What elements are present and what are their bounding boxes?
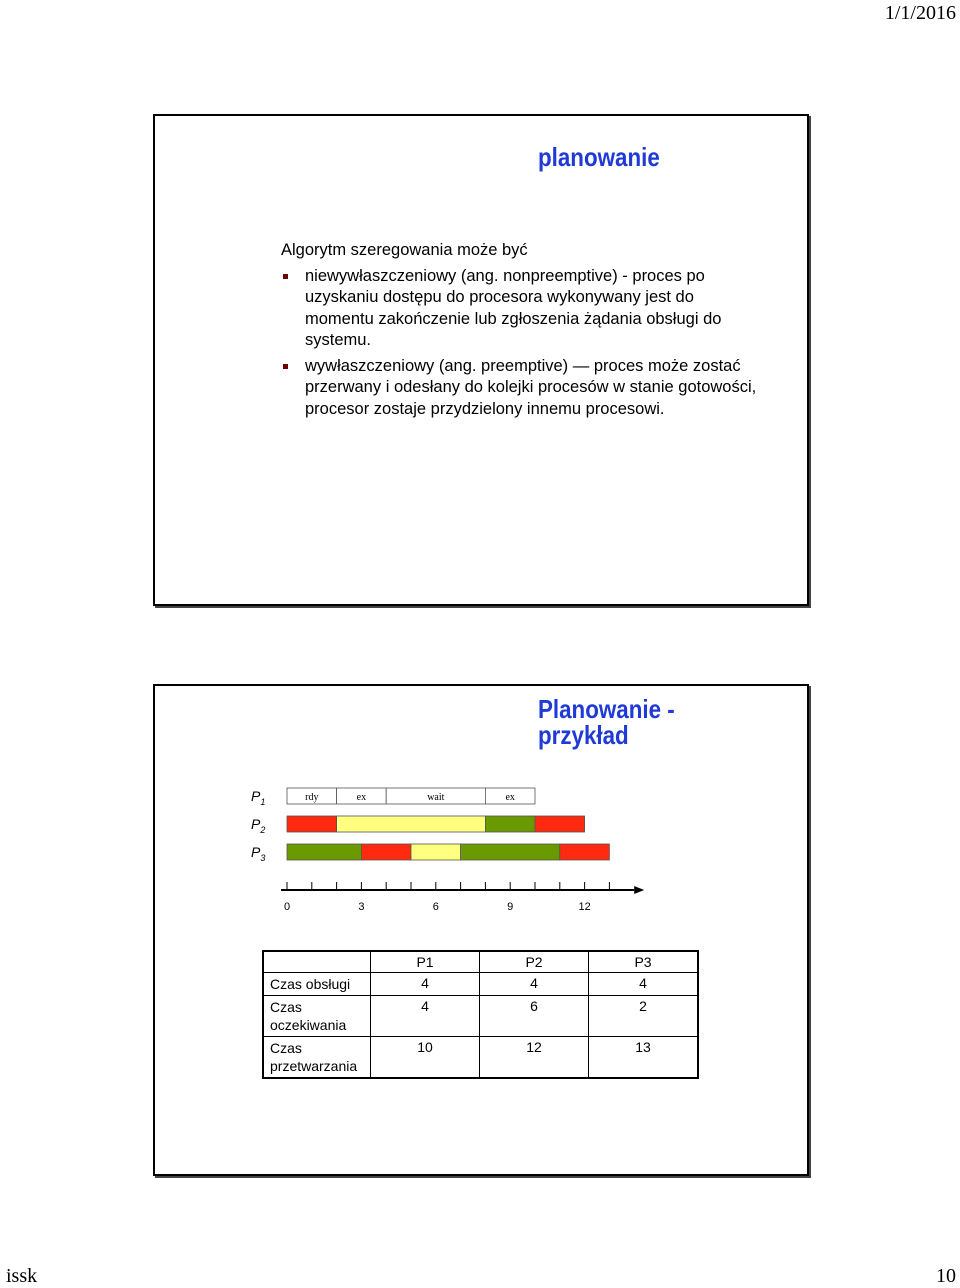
slide-planowanie-przyklad [153, 684, 809, 1176]
table-row [263, 996, 698, 1037]
page-number: 10 [936, 1265, 956, 1287]
table-cell: 4 [371, 996, 480, 1037]
table-cell: 4 [371, 973, 480, 996]
gantt-segment [361, 844, 411, 860]
gantt-segment [560, 844, 610, 860]
table-header-row [263, 951, 698, 973]
slide-title: planowanie [538, 142, 660, 172]
bullet-square-icon [283, 274, 288, 279]
gantt-segment [337, 816, 486, 832]
gantt-segment [485, 816, 535, 832]
table-row [263, 1037, 698, 1079]
slide-body [281, 240, 761, 424]
segment-label: rdy [305, 792, 319, 803]
bullet-text: wywłaszczeniowy (ang. preemptive) — proces może zostać przerwany i odesłany do kolejki procesów w stanie gotowości, procesor zostaje przydzielony innemu procesowi. [305, 356, 757, 418]
table-header-cell [263, 951, 371, 973]
gantt-segment [287, 816, 337, 832]
gantt-segment [411, 844, 461, 860]
bullet-text: niewywłaszczeniowy (ang. nonpreemptive) - proces po uzyskaniu dostępu do procesora wykonywany jest do momentu zakończenie lub zgłoszenia żądania obsługi do systemu. [305, 266, 722, 349]
x-tick-label: 12 [578, 901, 591, 913]
table-cell: 12 [480, 1037, 589, 1079]
row-label: $P_2$ [251, 816, 266, 835]
bullet-square-icon [283, 364, 288, 369]
row-label: Czas przetwarzania [263, 1037, 371, 1079]
gantt-segment [287, 844, 361, 860]
table-cell: 4 [480, 973, 589, 996]
table-cell: 2 [589, 996, 699, 1037]
footer-left: issk [6, 1265, 38, 1287]
axis-arrow-icon [634, 886, 644, 894]
table-cell: 10 [371, 1037, 480, 1079]
bullet-item [281, 266, 761, 352]
table-header-cell: P3 [589, 951, 699, 973]
segment-label: ex [356, 792, 367, 803]
x-tick-label: 0 [283, 901, 291, 913]
segment-label: wait [427, 792, 445, 803]
x-tick-label: 9 [507, 901, 514, 913]
segment-label: ex [505, 792, 515, 803]
row-label-subscript: 2 [260, 825, 266, 835]
table-header-cell: P1 [371, 951, 480, 973]
row-label: Czas oczekiwania [263, 996, 371, 1037]
slide-planowanie [153, 114, 809, 606]
row-label: $P_1$ [251, 788, 266, 807]
row-label: Czas obsługi [263, 973, 371, 996]
gantt-chart [241, 782, 661, 922]
gantt-segment [535, 816, 585, 832]
row-label-subscript: 3 [260, 853, 266, 863]
table-cell: 13 [589, 1037, 699, 1079]
table-header-cell: P2 [480, 951, 589, 973]
bullet-item [281, 356, 761, 421]
x-tick-label: 3 [358, 901, 365, 913]
row-label: $P_3$ [251, 844, 266, 863]
table-cell: 4 [589, 973, 699, 996]
gantt-segment [461, 844, 560, 860]
table-row [263, 973, 698, 996]
slide-title: Planowanie - przykład [538, 694, 675, 750]
header-date: 1/1/2016 [884, 2, 956, 24]
x-tick-label: 6 [432, 901, 439, 913]
row-label-subscript: 1 [260, 797, 266, 807]
table-cell: 6 [480, 996, 589, 1037]
intro-text: Algorytm szeregowania może być [281, 241, 528, 259]
schedule-table [262, 950, 699, 1079]
